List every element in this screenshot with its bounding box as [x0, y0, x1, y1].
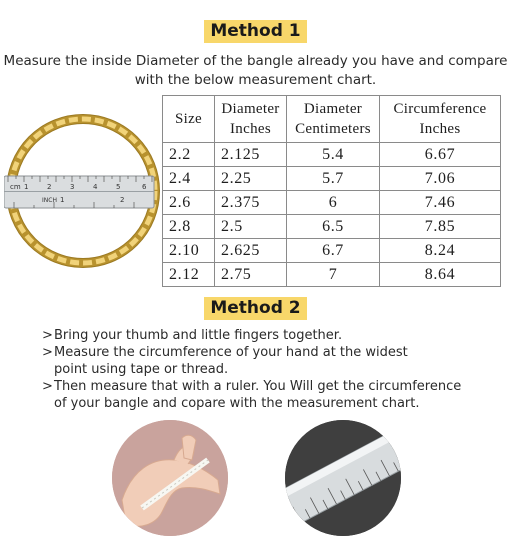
ruler-tick-label: 1	[24, 183, 29, 191]
step-text: Measure the circumference of your hand at the widest	[54, 345, 408, 360]
ruler-tick-label: 5	[116, 183, 121, 191]
header-size	[163, 96, 215, 143]
step-item	[42, 327, 507, 344]
metal-ruler	[4, 176, 154, 208]
cell-size: 2.10	[163, 239, 215, 263]
cell-diameter-cm: 5.7	[287, 167, 380, 191]
ruler-tick-label: 2	[120, 196, 125, 204]
cell-diameter-inches: 2.125	[215, 143, 287, 167]
cell-size: 2.6	[163, 191, 215, 215]
step-text: Bring your thumb and little fingers together.	[54, 328, 343, 343]
cell-diameter-cm: 6.7	[287, 239, 380, 263]
hand-with-tape-icon	[112, 420, 228, 536]
ruler-tick-label: 3	[70, 183, 75, 191]
method-1-instructions	[0, 52, 511, 90]
ruler-tick-label: 1	[60, 196, 65, 204]
step-bullet: >	[42, 345, 53, 360]
ruler-inch-label: INCH	[42, 197, 57, 204]
chart-row	[163, 191, 501, 215]
step-text: point using tape or thread.	[54, 362, 229, 377]
chart-row	[163, 239, 501, 263]
chart-row	[163, 215, 501, 239]
header-text: Inches	[230, 121, 271, 137]
cell-circumference-inches: 7.06	[380, 167, 501, 191]
chart-header-row	[163, 96, 501, 143]
cell-size: 2.12	[163, 263, 215, 287]
cell-size: 2.4	[163, 167, 215, 191]
header-circumference-inches	[380, 96, 501, 143]
chart-row	[163, 263, 501, 287]
cell-diameter-inches: 2.625	[215, 239, 287, 263]
cell-diameter-cm: 5.4	[287, 143, 380, 167]
cell-size: 2.2	[163, 143, 215, 167]
step-text: of your bangle and copare with the measurement chart.	[54, 396, 420, 411]
cell-diameter-inches: 2.75	[215, 263, 287, 287]
cell-circumference-inches: 8.64	[380, 263, 501, 287]
cell-diameter-cm: 6	[287, 191, 380, 215]
chart-row	[163, 143, 501, 167]
ruler-tick-label: 6	[142, 183, 147, 191]
header-text: Centimeters	[295, 121, 371, 137]
intro-line: with the below measurement chart.	[134, 72, 377, 88]
ruler-cm-label: cm	[10, 183, 21, 191]
step-item	[42, 378, 507, 412]
header-text: Circumference	[393, 101, 487, 117]
method-2-heading	[0, 297, 511, 320]
chart-row	[163, 167, 501, 191]
header-diameter-inches	[215, 96, 287, 143]
bangle-with-ruler-image	[4, 112, 162, 270]
hand-measuring-photo	[112, 420, 228, 536]
ruler-closeup-photo	[285, 420, 401, 536]
cell-circumference-inches: 7.46	[380, 191, 501, 215]
cell-size: 2.8	[163, 215, 215, 239]
cell-circumference-inches: 6.67	[380, 143, 501, 167]
header-text: Diameter	[303, 101, 363, 117]
intro-line: Measure the inside Diameter of the bangle already you have and compare	[3, 53, 508, 69]
method-2-steps	[42, 327, 507, 412]
cell-diameter-cm: 6.5	[287, 215, 380, 239]
cell-diameter-cm: 7	[287, 263, 380, 287]
measurement-chart	[162, 95, 501, 287]
cell-diameter-inches: 2.375	[215, 191, 287, 215]
header-text: Inches	[419, 121, 461, 137]
step-bullet: >	[42, 328, 53, 343]
ruler-tick-label: 2	[47, 183, 52, 191]
method-2-title: Method 2	[204, 297, 306, 320]
cell-diameter-inches: 2.5	[215, 215, 287, 239]
ruler-tick-label: 4	[93, 183, 98, 191]
method-1-title: Method 1	[204, 20, 306, 43]
ruler-icon	[285, 420, 401, 536]
cell-diameter-inches: 2.25	[215, 167, 287, 191]
header-text: Diameter	[221, 101, 280, 117]
step-bullet: >	[42, 379, 53, 394]
step-item	[42, 344, 507, 378]
method-1-heading	[0, 20, 511, 43]
step-text: Then measure that with a ruler. You Will get the circumference	[54, 379, 462, 394]
header-text: Size	[174, 111, 203, 127]
header-diameter-centimeters	[287, 96, 380, 143]
cell-circumference-inches: 8.24	[380, 239, 501, 263]
cell-circumference-inches: 7.85	[380, 215, 501, 239]
